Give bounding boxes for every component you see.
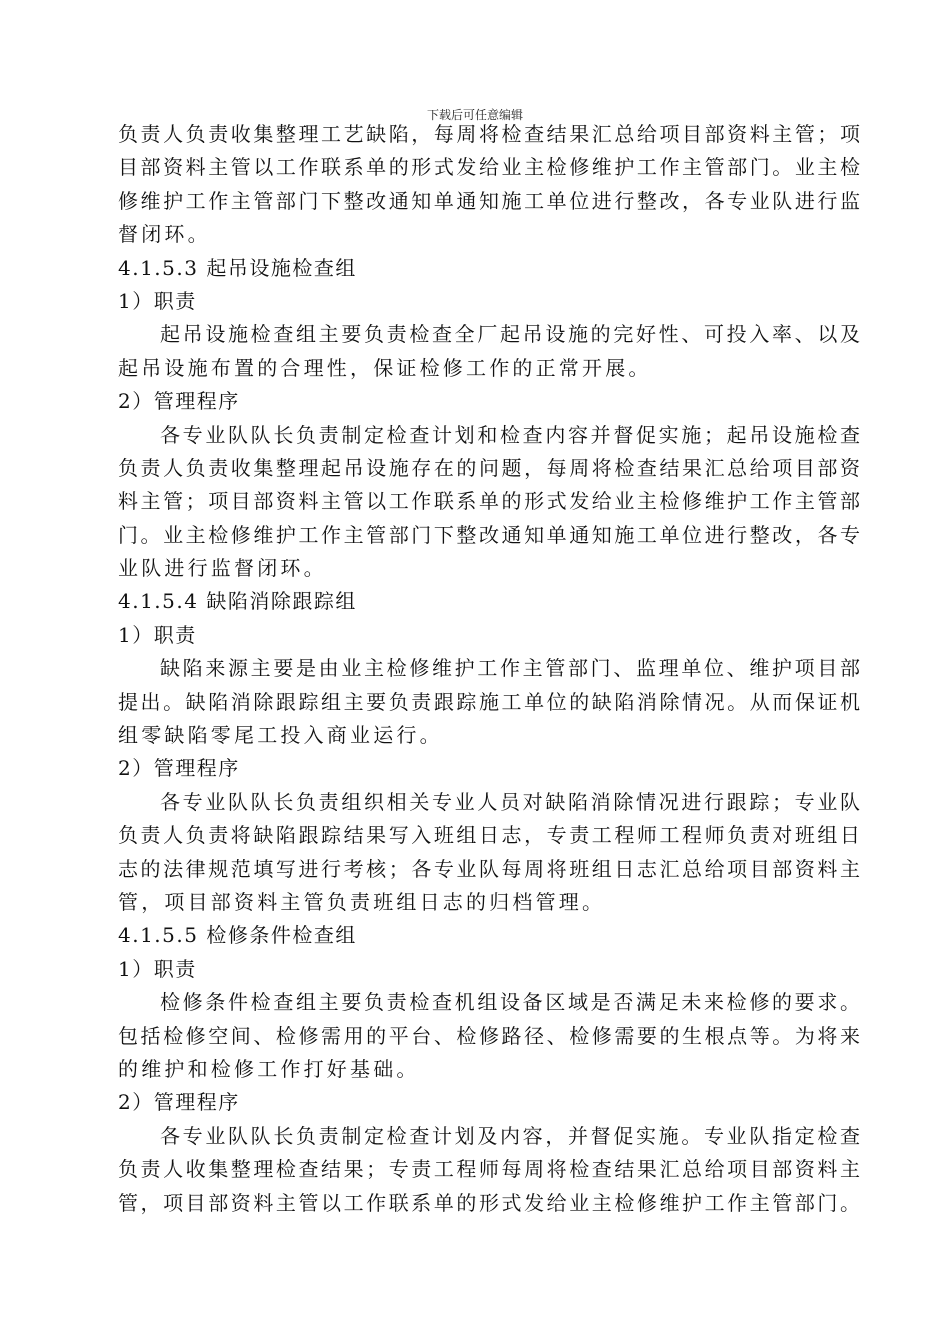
subsection-label: 1）职责 <box>118 622 197 647</box>
subsection-label: 2）管理程序 <box>118 756 240 781</box>
body-line: 各专业队队长负责组织相关专业人员对缺陷消除情况进行跟踪；专业队 <box>160 789 860 814</box>
body-line: 检修条件检查组主要负责检查机组设备区域是否满足未来检修的要求。 <box>160 990 860 1015</box>
subsection-label: 2）管理程序 <box>118 1090 240 1115</box>
document-body <box>118 118 860 1220</box>
subsection-label: 2）管理程序 <box>118 389 240 414</box>
body-line: 提出。缺陷消除跟踪组主要负责跟踪施工单位的缺陷消除情况。从而保证机 <box>118 689 860 714</box>
body-line: 组零缺陷零尾工投入商业运行。 <box>118 723 443 748</box>
body-line: 负责人负责将缺陷跟踪结果写入班组日志，专责工程师工程师负责对班组日 <box>118 823 860 848</box>
body-line: 包括检修空间、检修需用的平台、检修路径、检修需要的生根点等。为将来 <box>118 1023 860 1048</box>
body-line: 各专业队队长负责制定检查计划及内容，并督促实施。专业队指定检查 <box>160 1123 860 1148</box>
body-line: 业队进行监督闭环。 <box>118 556 327 581</box>
body-line: 起吊设施布置的合理性，保证检修工作的正常开展。 <box>118 355 652 380</box>
body-line: 负责人负责收集整理工艺缺陷，每周将检查结果汇总给项目部资料主管；项 <box>118 122 860 146</box>
body-line: 起吊设施检查组主要负责检查全厂起吊设施的完好性、可投入率、以及 <box>160 322 860 347</box>
body-line: 料主管；项目部资料主管以工作联系单的形式发给业主检修维护工作主管部 <box>118 489 860 514</box>
body-line: 负责人负责收集整理起吊设施存在的问题，每周将检查结果汇总给项目部资 <box>118 455 860 480</box>
section-heading: 4.1.5.5 检修条件检查组 <box>118 923 357 948</box>
body-line: 目部资料主管以工作联系单的形式发给业主检修维护工作主管部门。业主检 <box>118 155 860 180</box>
section-heading: 4.1.5.3 起吊设施检查组 <box>118 255 357 280</box>
body-line: 缺陷来源主要是由业主检修维护工作主管部门、监理单位、维护项目部 <box>160 656 860 681</box>
body-line: 各专业队队长负责制定检查计划和检查内容并督促实施；起吊设施检查 <box>160 422 860 447</box>
body-line: 管，项目部资料主管负责班组日志的归档管理。 <box>118 889 606 914</box>
body-line: 负责人收集整理检查结果；专责工程师每周将检查结果汇总给项目部资料主 <box>118 1157 860 1182</box>
body-line: 管，项目部资料主管以工作联系单的形式发给业主检修维护工作主管部门。 <box>118 1190 860 1215</box>
body-line: 修维护工作主管部门下整改通知单通知施工单位进行整改，各专业队进行监 <box>118 188 860 213</box>
subsection-label: 1）职责 <box>118 288 197 313</box>
page-header-note: 下载后可任意编辑 <box>426 108 523 122</box>
body-line: 志的法律规范填写进行考核；各专业队每周将班组日志汇总给项目部资料主 <box>118 856 860 881</box>
section-heading: 4.1.5.4 缺陷消除跟踪组 <box>118 589 357 614</box>
body-line: 督闭环。 <box>118 222 211 247</box>
body-line: 门。业主检修维护工作主管部门下整改通知单通知施工单位进行整改，各专 <box>118 522 860 547</box>
body-line: 的维护和检修工作打好基础。 <box>118 1056 420 1081</box>
subsection-label: 1）职责 <box>118 956 197 981</box>
